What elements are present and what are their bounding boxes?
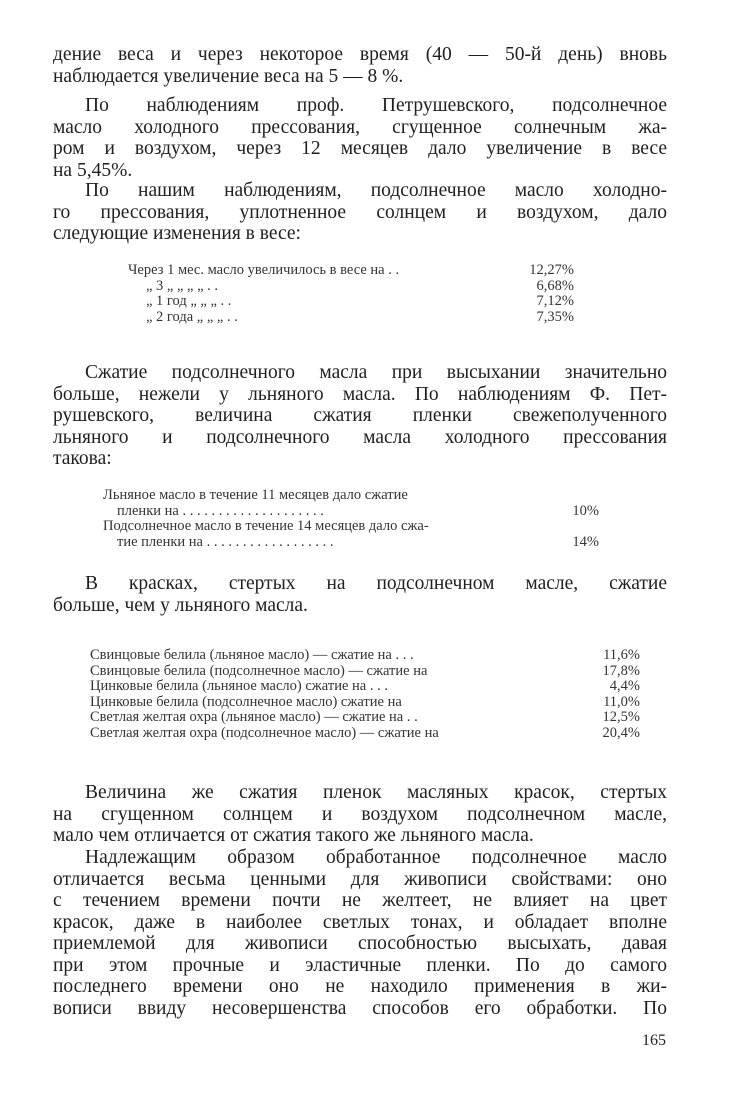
row-label: Светлая желтая охра (льняное масло) — сжатие на . . [90, 710, 418, 725]
row-value: 4,4% [609, 678, 640, 694]
text-line: последнего времени оно не находило применения в жи- [53, 976, 667, 997]
text-line: наблюдается увеличение веса на 5 — 8 %. [53, 65, 404, 87]
table-row [90, 710, 640, 726]
table-row [103, 488, 599, 504]
row-label: Через 1 мес. масло увеличилось в весе на . . [128, 263, 400, 278]
table-row [90, 679, 640, 695]
row-value: 14% [572, 533, 599, 550]
text-line: больше, нежели у льняного масла. По наблюдениям Ф. Пет- [53, 383, 667, 405]
row-value: 11,0% [603, 693, 640, 710]
row-value: 17,8% [602, 662, 640, 679]
row-label: пленки на . . . . . . . . . . . . . . . . . . . . [117, 503, 324, 519]
paragraph-2 [53, 95, 667, 181]
row-label: Цинковые белила (подсолнечное масло) сжатие на [90, 694, 402, 710]
text-line: больше, чем у льняного масла. [53, 594, 308, 616]
shrinkage-table-oils [103, 488, 599, 550]
text-line: с течением времени почти не желтеет, не влияет на цвет [53, 890, 667, 911]
text-line: следующие изменения в весе: [53, 223, 301, 244]
text-line: дение веса и через некоторое время (40 — 50-й день) вновь [53, 44, 667, 65]
text-line: красок, даже в наиболее светлых тонах, и обладает вполне [53, 911, 667, 933]
row-label: „ 2 года „ „ „ . . [146, 309, 238, 325]
row-value: 12,5% [602, 709, 640, 725]
row-label: Подсолнечное масло в течение 14 месяцев дало сжа- [103, 519, 429, 534]
text-line: отличается весьма ценными для живописи свойствами: оно [53, 868, 667, 890]
table-row [90, 664, 640, 680]
row-value: 6,68% [536, 277, 574, 294]
weight-change-table [128, 263, 574, 325]
text-line: на 5,45%. [53, 159, 133, 181]
row-value: 7,12% [536, 293, 574, 309]
text-line: По наблюдениям проф. Петрушевского, подсолнечное [85, 95, 667, 116]
text-line: масло холодного прессования, сгущенное солнечным жа- [53, 116, 667, 138]
text-line: го прессования, уплотненное солнцем и воздухом, дало [53, 201, 667, 223]
text-line: на сгущенном солнцем и воздухом подсолнечном масле, [53, 803, 667, 825]
table-row [103, 519, 599, 535]
row-value: 20,4% [602, 724, 640, 741]
paragraph-5 [53, 573, 667, 616]
row-label: тие пленки на . . . . . . . . . . . . . . . . . . [117, 534, 334, 550]
text-line: при этом прочные и эластичные пленки. По до самого [53, 954, 667, 976]
text-line: В красках, стертых на подсолнечном масле, сжатие [85, 573, 667, 594]
table-row [90, 726, 640, 742]
row-label: Свинцовые белила (подсолнечное масло) — сжатие на [90, 663, 428, 679]
text-line: такова: [53, 448, 112, 469]
paragraph-3 [53, 180, 667, 245]
text-line: Надлежащим образом обработанное подсолнечное масло [85, 847, 667, 868]
text-line: ром и воздухом, через 12 месяцев дало увеличение в весе [53, 138, 667, 159]
row-label: Цинковые белила (льняное масло) сжатие на . . . [90, 679, 388, 694]
row-value: 11,6% [603, 647, 640, 663]
text-line: рушевского, величина сжатия пленки свежеполученного [53, 405, 667, 426]
row-label: „ 3 „ „ „ „ . . [146, 278, 219, 294]
row-label: Льняное масло в течение 11 месяцев дало сжатие [103, 488, 408, 503]
paragraph-6 [53, 782, 667, 847]
row-label: „ 1 год „ „ „ . . [146, 294, 232, 309]
shrinkage-table-paints [90, 648, 640, 741]
row-label: Светлая желтая охра (подсолнечное масло) — сжатие на [90, 725, 439, 741]
row-value: 12,27% [529, 262, 574, 278]
row-value: 10% [572, 502, 599, 519]
row-value: 7,35% [536, 308, 574, 325]
table-row [103, 504, 599, 520]
text-line: вописи ввиду несовершенства способов его обработки. По [53, 997, 667, 1019]
text-line: По нашим наблюдениям, подсолнечное масло холодно- [85, 180, 667, 201]
table-row [128, 279, 574, 295]
table-row [90, 695, 640, 711]
table-row [90, 648, 640, 664]
text-line: мало чем отличается от сжатия такого же льняного масла. [53, 825, 534, 846]
table-row [128, 310, 574, 326]
paragraph-4 [53, 362, 667, 470]
table-row [128, 294, 574, 310]
paragraph-1 [53, 44, 667, 87]
table-row [128, 263, 574, 279]
text-line: приемлемой для живописи способностью высыхать, давая [53, 933, 667, 954]
paragraph-7 [53, 847, 667, 1019]
table-row [103, 535, 599, 551]
text-line: Величина же сжатия пленок масляных красок, стертых [85, 782, 667, 803]
text-line: Сжатие подсолнечного масла при высыхании значительно [85, 362, 667, 383]
page-number: 165 [642, 1032, 666, 1049]
text-line: льняного и подсолнечного масла холодного прессования [53, 426, 667, 448]
row-label: Свинцовые белила (льняное масло) — сжатие на . . . [90, 648, 414, 663]
